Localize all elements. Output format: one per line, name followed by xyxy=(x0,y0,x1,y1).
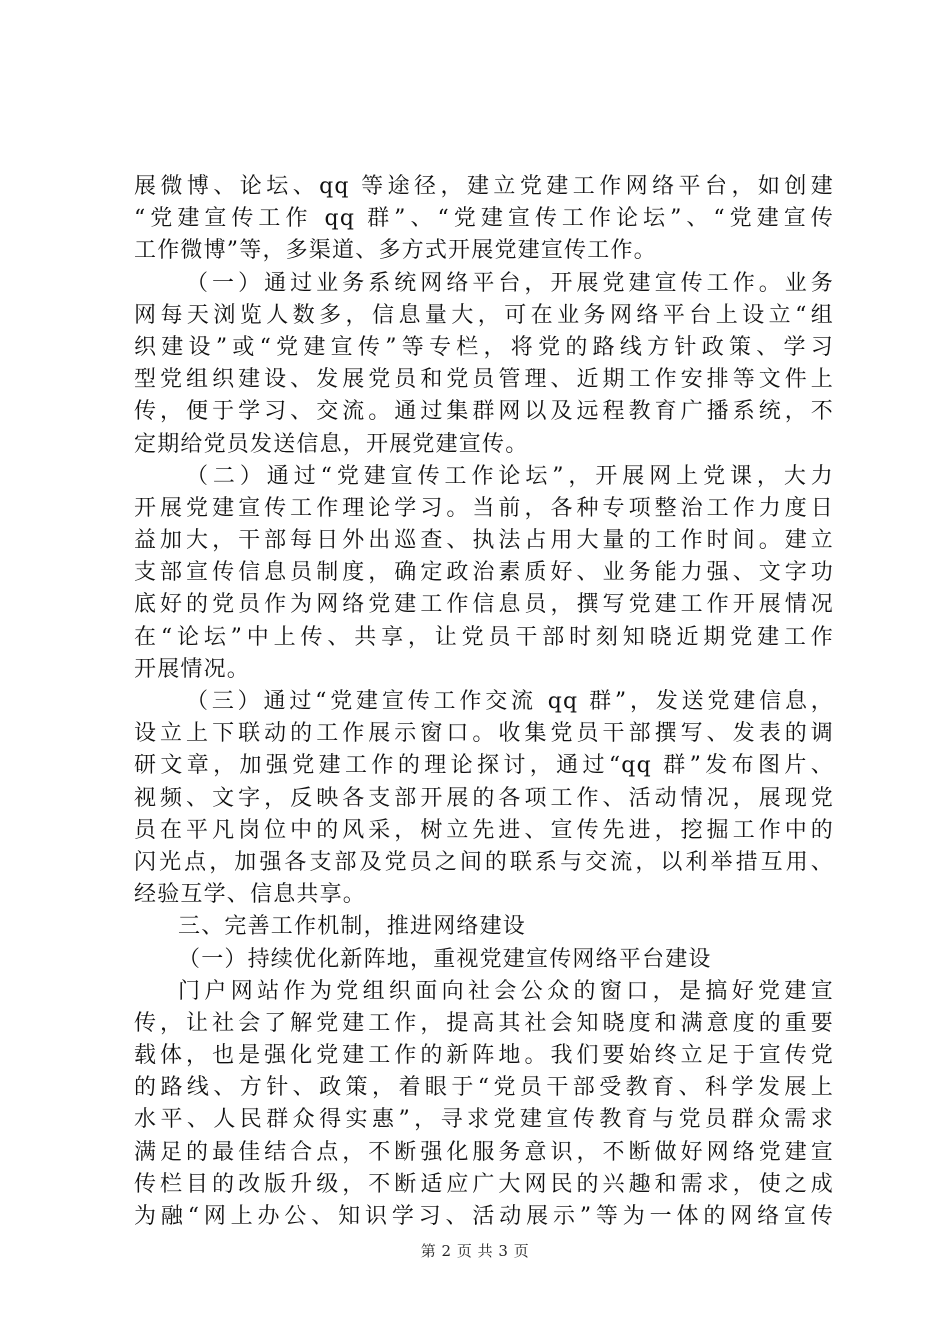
text-line: 研文章，加强党建工作的理论探讨，通过“qq 群”发布图片、 xyxy=(134,753,834,779)
text-line: 门户网站作为党组织面向社会公众的窗口，是搞好党建宣 xyxy=(178,978,834,1004)
text-line: 支部宣传信息员制度，确定政治素质好、业务能力强、文字功 xyxy=(134,560,834,586)
text-line: （二）通过“党建宣传工作论坛”，开展网上党课，大力 xyxy=(186,463,834,489)
text-line: 经验互学、信息共享。 xyxy=(134,882,367,908)
text-line: （三）通过“党建宣传工作交流 qq 群”，发送党建信息， xyxy=(186,689,834,714)
text-line: 展微博、论坛、qq 等途径，建立党建工作网络平台，如创建 xyxy=(134,174,834,199)
text-line: 定期给党员发送信息，开展党建宣传。 xyxy=(134,431,529,457)
text-line: 为融“网上办公、知识学习、活动展示”等为一体的网络宣传 xyxy=(134,1204,834,1229)
text-line: 满足的最佳结合点，不断强化服务意识，不断做好网络党建宣 xyxy=(134,1139,834,1165)
text-line: 视频、文字，反映各支部开展的各项工作、活动情况，展现党 xyxy=(134,785,834,811)
text-line: 开展党建宣传工作理论学习。当前，各种专项整治工作力度日 xyxy=(134,495,834,521)
text-line: 传，让社会了解党建工作，提高其社会知晓度和满意度的重要 xyxy=(134,1010,834,1036)
text-line: 网每天浏览人数多，信息量大，可在业务网络平台上设立“组 xyxy=(134,302,834,328)
text-line: 载体，也是强化党建工作的新阵地。我们要始终立足于宣传党 xyxy=(134,1043,834,1069)
text-line: 的路线、方针、政策，着眼于“党员干部受教育、科学发展上 xyxy=(134,1075,834,1101)
text-line: 在“论坛”中上传、共享，让党员干部时刻知晓近期党建工作 xyxy=(134,624,834,650)
text-line: 型党组织建设、发展党员和党员管理、近期工作安排等文件上 xyxy=(134,367,834,393)
text-line: （一）持续优化新阵地，重视党建宣传网络平台建设 xyxy=(178,946,712,972)
text-line: “党建宣传工作 qq 群”、“党建宣传工作论坛”、“党建宣传 xyxy=(134,206,834,232)
text-line: 织建设”或“党建宣传”等专栏，将党的路线方针政策、学习 xyxy=(134,334,834,360)
page-number-footer: 第 2 页 共 3 页 xyxy=(420,1242,530,1260)
text-line: 水平、人民群众得实惠”，寻求党建宣传教育与党员群众需求 xyxy=(134,1107,834,1133)
text-line: 设立上下联动的工作展示窗口。收集党员干部撰写、发表的调 xyxy=(134,721,834,747)
text-line: 三、完善工作机制，推进网络建设 xyxy=(178,914,527,940)
text-line: 员在平凡岗位中的风采，树立先进、宣传先进，挖掘工作中的 xyxy=(134,817,834,843)
text-line: 传，便于学习、交流。通过集群网以及远程教育广播系统，不 xyxy=(134,399,834,425)
text-line: 传栏目的改版升级，不断适应广大网民的兴趣和需求，使之成 xyxy=(134,1171,834,1197)
text-line: 底好的党员作为网络党建工作信息员，撰写党建工作开展情况 xyxy=(134,592,834,618)
text-line: 工作微博”等，多渠道、多方式开展党建宣传工作。 xyxy=(134,238,657,264)
text-line: （一）通过业务系统网络平台，开展党建宣传工作。业务 xyxy=(186,270,834,296)
document-body xyxy=(134,171,834,1233)
text-line: 闪光点，加强各支部及党员之间的联系与交流，以利举措互用、 xyxy=(134,849,834,875)
text-line: 益加大，干部每日外出巡查、执法占用大量的工作时间。建立 xyxy=(134,528,834,554)
text-line: 开展情况。 xyxy=(134,656,251,682)
